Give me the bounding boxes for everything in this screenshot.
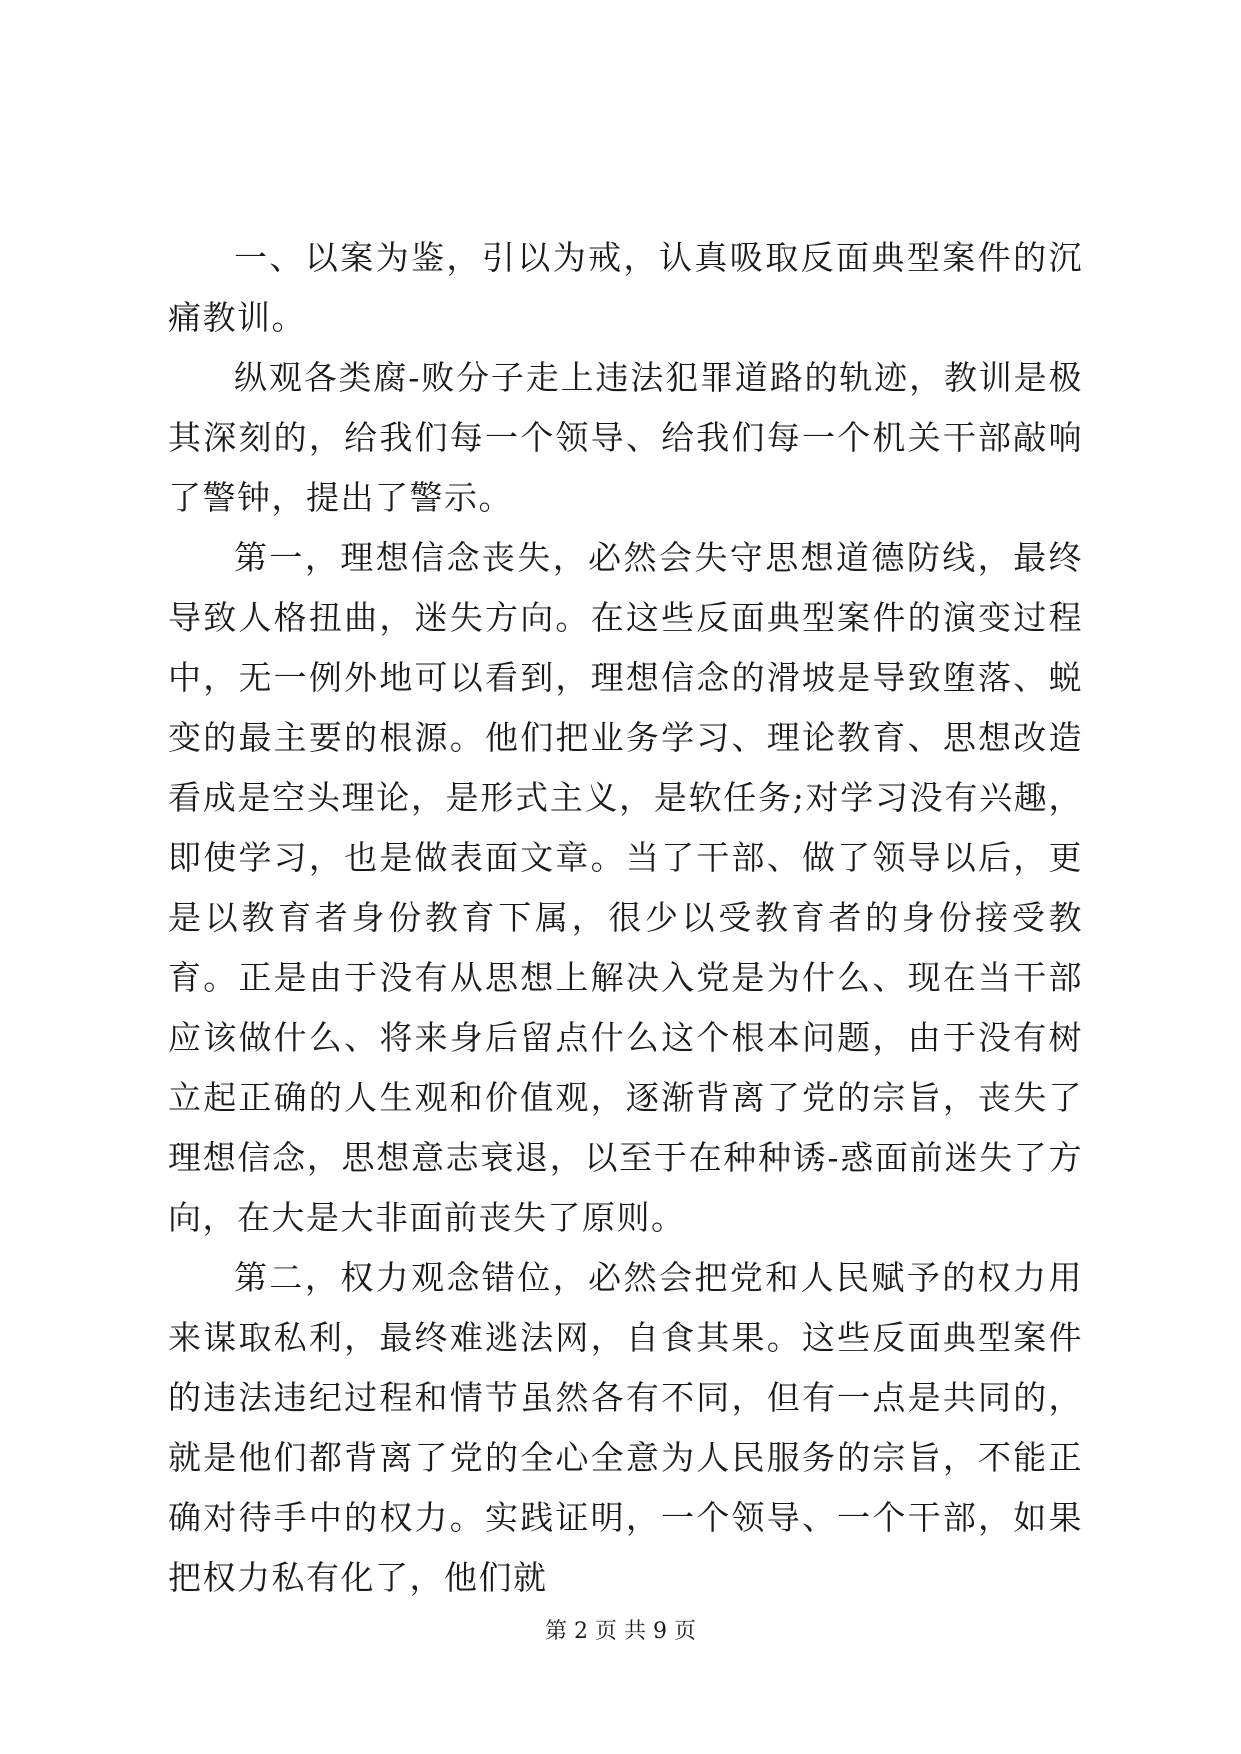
paragraph-overview: 纵观各类腐-败分子走上违法犯罪道路的轨迹，教训是极其深刻的，给我们每一个领导、给我们每一个机关干部敲响了警钟，提出了警示。 bbox=[168, 358, 1083, 517]
document-body bbox=[168, 228, 1083, 1608]
paragraph-first-point: 第一，理想信念丧失，必然会失守思想道德防线，最终导致人格扭曲，迷失方向。在这些反面典型案件的演变过程中，无一例外地可以看到，理想信念的滑坡是导致堕落、蜕变的最主要的根源。他们把业务学习、理论教育、思想改造看成是空头理论，是形式主义，是软任务;对学习没有兴趣，即使学习，也是做表面文章。当了干部、做了领导以后，更是以教育者身份教育下属，很少以受教育者的身份接受教育。正是由于没有从思想上解决入党是为什么、现在当干部应该做什么、将来身后留点什么这个根本问题，由于没有树立起正确的人生观和价值观，逐渐背离了党的宗旨，丧失了理想信念，思想意志衰退，以至于在种种诱-惑面前迷失了方向，在大是大非面前丧失了原则。 bbox=[168, 538, 1083, 1237]
paragraph-lesson-heading: 一、以案为鉴，引以为戒，认真吸取反面典型案件的沉痛教训。 bbox=[168, 238, 1083, 337]
page-number-footer: 第 2 页 共 9 页 bbox=[545, 1619, 696, 1644]
paragraph-second-point: 第二，权力观念错位，必然会把党和人民赋予的权力用来谋取私利，最终难逃法网，自食其果。这些反面典型案件的违法违纪过程和情节虽然各有不同，但有一点是共同的，就是他们都背离了党的全心全意为人民服务的宗旨，不能正确对待手中的权力。实践证明，一个领导、一个干部，如果把权力私有化了，他们就 bbox=[168, 1258, 1083, 1597]
